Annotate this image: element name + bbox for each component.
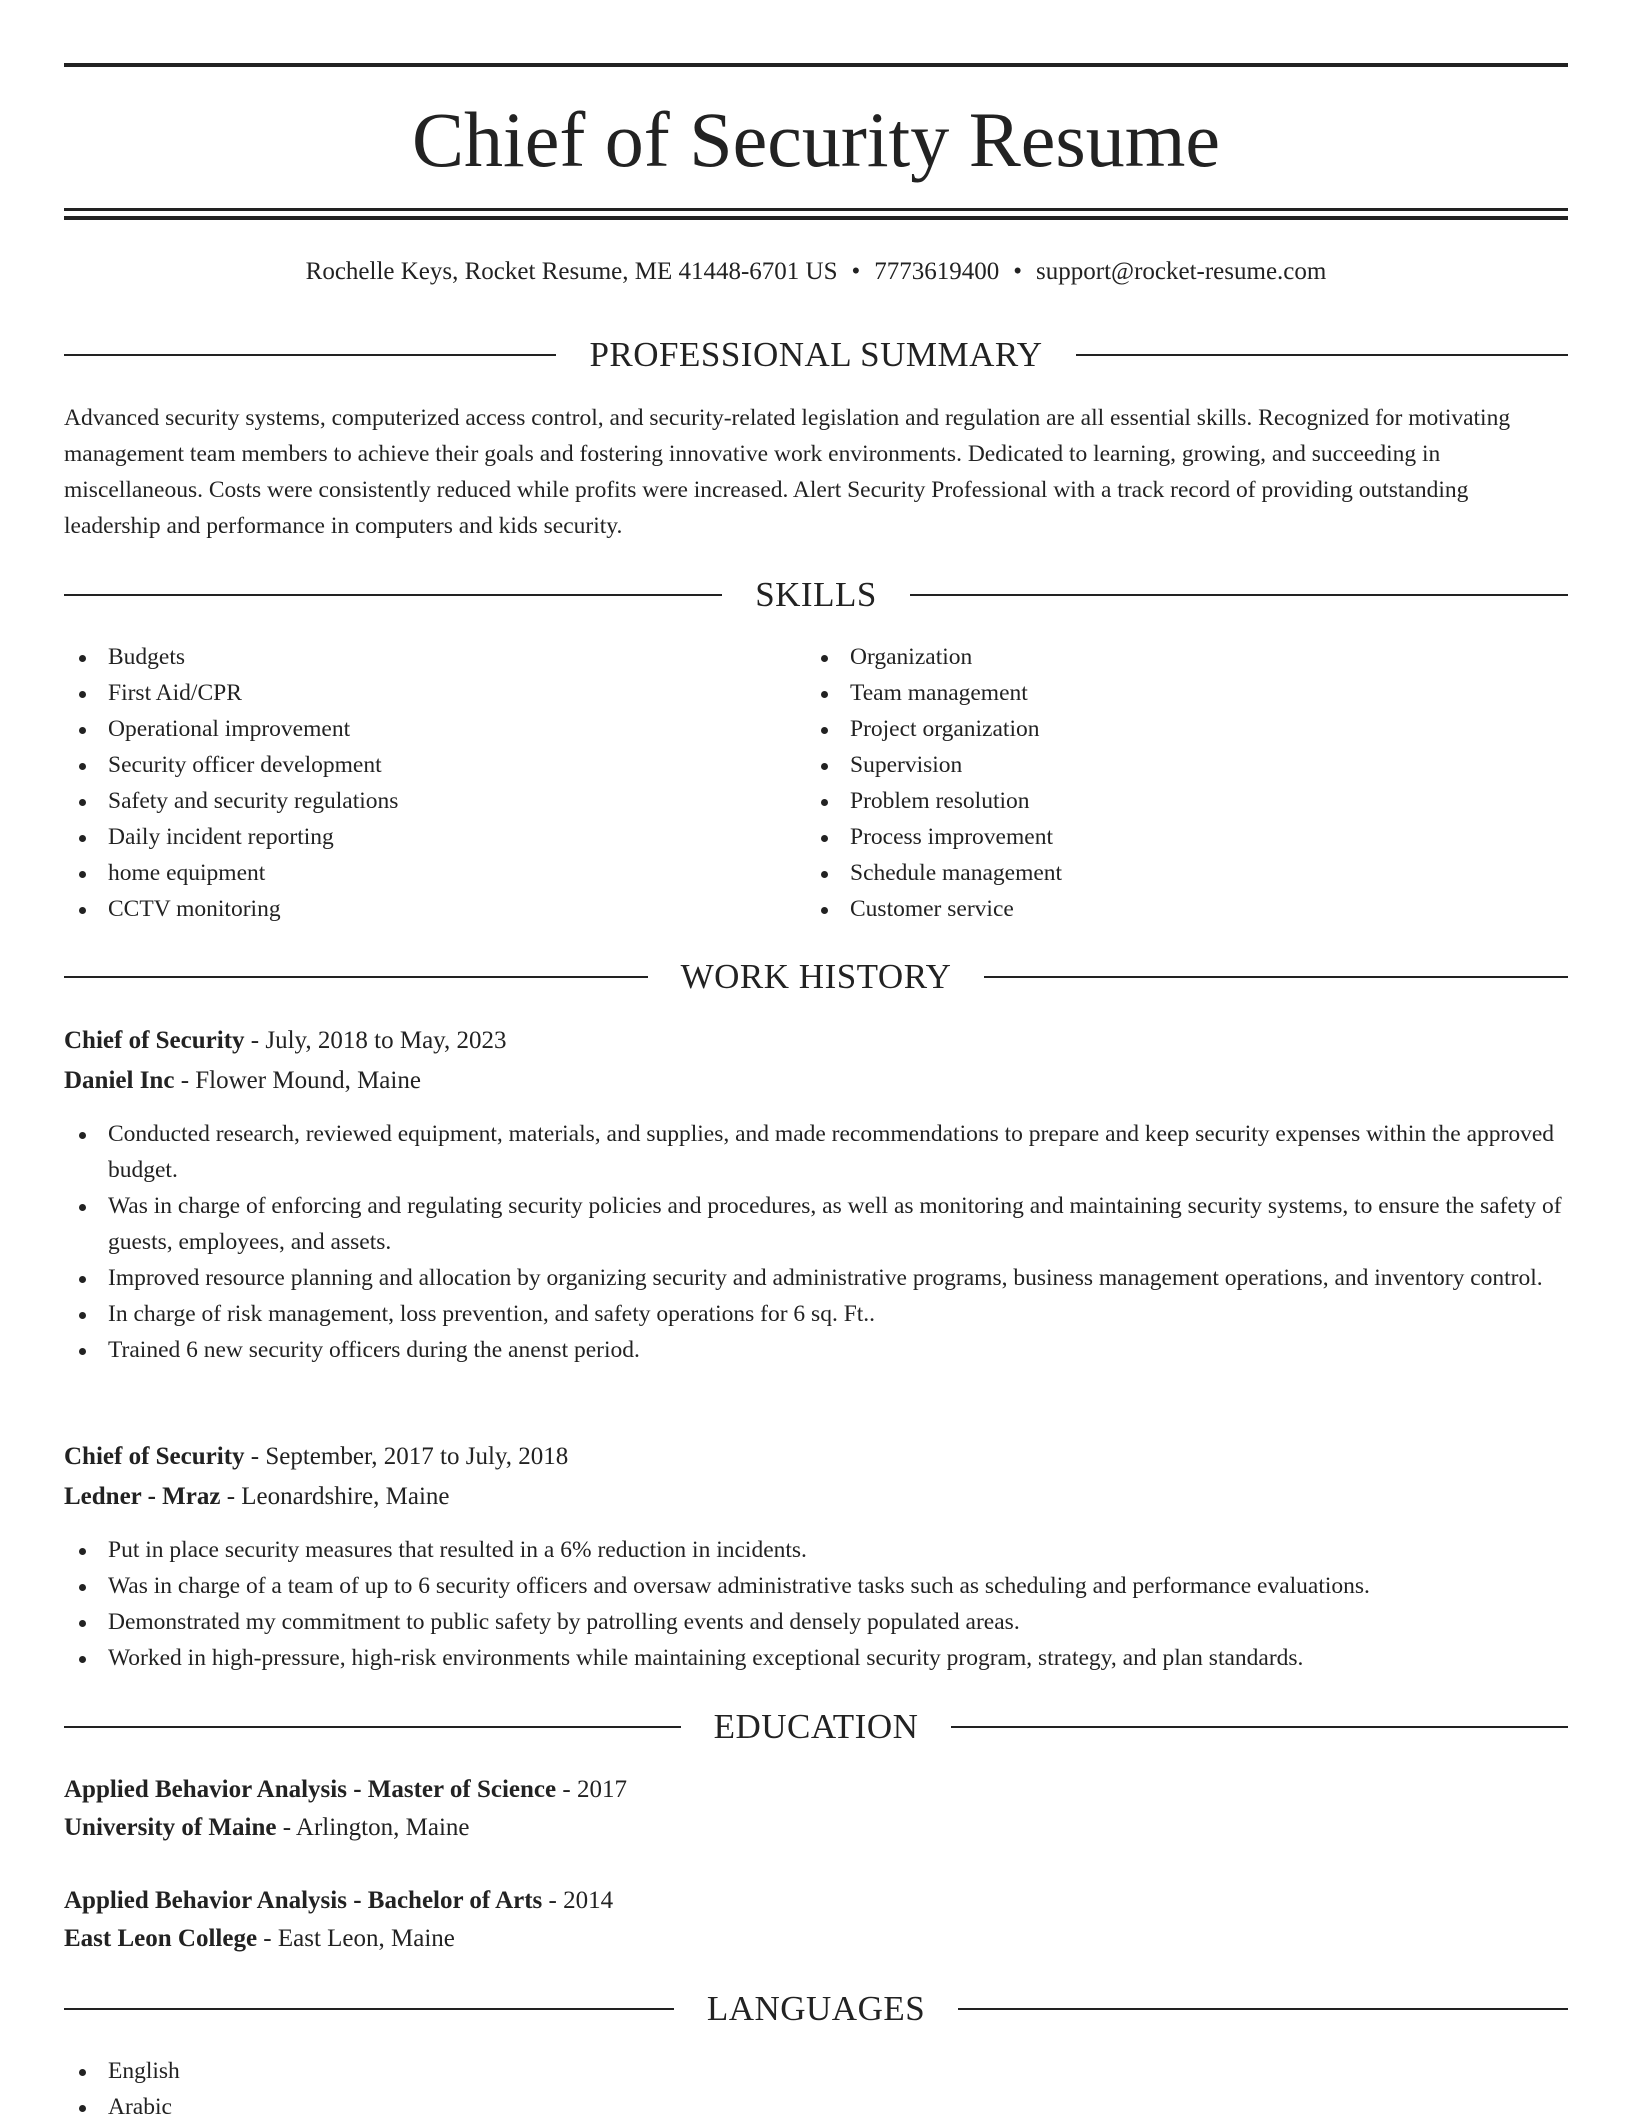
heading-rule [64,594,722,596]
heading-rule [64,1726,681,1728]
skill-item: home equipment [64,855,804,891]
job-bullet: Demonstrated my commitment to public safety by patrolling events and densely populated areas. [64,1604,1568,1640]
skill-item: CCTV monitoring [64,891,804,927]
skill-item: First Aid/CPR [64,675,804,711]
top-rule [64,63,1568,67]
degree: Applied Behavior Analysis - Master of Science [64,1776,557,1803]
job-bullet: Was in charge of a team of up to 6 security officers and oversaw administrative tasks such as scheduling and performance evaluations. [64,1568,1568,1604]
skill-item: Problem resolution [806,783,1546,819]
languages-list [64,2053,1568,2125]
school-location: - Arlington, Maine [276,1814,470,1841]
job-bullet: Trained 6 new security officers during the anenst period. [64,1332,1568,1368]
resume-title: Chief of Security Resume [412,96,1220,183]
job-bullet: Conducted research, reviewed equipment, materials, and supplies, and made recommendations to prepare and keep security expenses within the approved budget. [64,1116,1568,1188]
contact-separator: • [851,258,861,285]
skills-list-left [64,639,804,927]
school: East Leon College [64,1925,258,1952]
job-bullet: Put in place security measures that resulted in a 6% reduction in incidents. [64,1532,1568,1568]
skill-item: Organization [806,639,1546,675]
section-heading-work [64,955,1568,999]
contact-address: Rochelle Keys, Rocket Resume, ME 41448-6701 US [305,258,838,285]
heading-rule [64,354,556,356]
school-location: - East Leon, Maine [257,1925,455,1952]
title-rule-lower [64,216,1568,220]
job-bullets [64,1532,1568,1676]
job-company: Ledner - Mraz [64,1483,221,1510]
skill-item: Operational improvement [64,711,804,747]
section-heading-education [64,1705,1568,1749]
title-rule-upper [64,208,1568,211]
heading-rule [910,594,1568,596]
section-title: PROFESSIONAL SUMMARY [589,335,1043,374]
skill-item: Project organization [806,711,1546,747]
job-dates: - July, 2018 to May, 2023 [244,1027,507,1054]
skills-list-right [806,639,1546,927]
skill-item: Supervision [806,747,1546,783]
degree: Applied Behavior Analysis - Bachelor of Arts [64,1887,543,1914]
school-line [64,1919,1568,1959]
job-dates: - September, 2017 to July, 2018 [244,1443,569,1470]
degree-year: - 2017 [556,1776,627,1803]
heading-rule [984,976,1568,978]
school-line [64,1808,1568,1848]
language-item: English [64,2053,1568,2089]
degree-line [64,1770,1568,1810]
school: University of Maine [64,1814,277,1841]
skill-item: Schedule management [806,855,1546,891]
job-title: Chief of Security [64,1443,245,1470]
skill-item: Safety and security regulations [64,783,804,819]
summary-text: Advanced security systems, computerized access control, and security-related legislation and regulation are all essential skills. Recognized for motivating management team members to achieve their goals and fostering innovative work environments. Dedicated to learning, growing, and succeeding in miscellaneous. Costs were consistently reduced while profits were increased. Alert Security Professional with a track record of providing outstanding leadership and performance in computers and kids security. [64,405,1511,539]
job-location: - Flower Mound, Maine [174,1067,421,1094]
job-bullet: Worked in high-pressure, high-risk environments while maintaining exceptional security program, strategy, and plan standards. [64,1640,1568,1676]
contact-email: support@rocket-resume.com [1036,258,1327,285]
heading-rule [951,1726,1568,1728]
skill-item: Customer service [806,891,1546,927]
contact-phone: 7773619400 [874,258,1000,285]
job-bullet: Improved resource planning and allocation by organizing security and administrative programs, business management operations, and inventory control. [64,1260,1568,1296]
job-company-line [64,1061,1568,1101]
degree-line [64,1881,1568,1921]
heading-rule [64,976,648,978]
language-item: Arabic [64,2089,1568,2125]
heading-rule [64,2008,674,2010]
job-bullets [64,1116,1568,1368]
skill-item: Security officer development [64,747,804,783]
job-title-line [64,1437,1568,1477]
section-title: WORK HISTORY [680,957,952,996]
job-title-line [64,1021,1568,1061]
section-heading-languages [64,1987,1568,2031]
section-title: LANGUAGES [706,1989,926,2028]
heading-rule [958,2008,1568,2010]
skill-item: Daily incident reporting [64,819,804,855]
contact-line [0,252,1632,292]
job-bullet: In charge of risk management, loss prevention, and safety operations for 6 sq. Ft.. [64,1296,1568,1332]
job-location: - Leonardshire, Maine [220,1483,450,1510]
skill-item: Process improvement [806,819,1546,855]
degree-year: - 2014 [542,1887,614,1914]
skill-item: Team management [806,675,1546,711]
skill-item: Budgets [64,639,804,675]
job-bullet: Was in charge of enforcing and regulating security policies and procedures, as well as monitoring and maintaining security systems, to ensure the safety of guests, employees, and assets. [64,1188,1568,1260]
job-company-line [64,1477,1568,1517]
heading-rule [1076,354,1568,356]
section-title: EDUCATION [713,1707,919,1746]
job-title: Chief of Security [64,1027,245,1054]
contact-separator: • [1013,258,1023,285]
section-heading-skills [64,573,1568,617]
job-company: Daniel Inc [64,1067,175,1094]
section-heading-summary [64,333,1568,377]
section-title: SKILLS [755,575,877,614]
